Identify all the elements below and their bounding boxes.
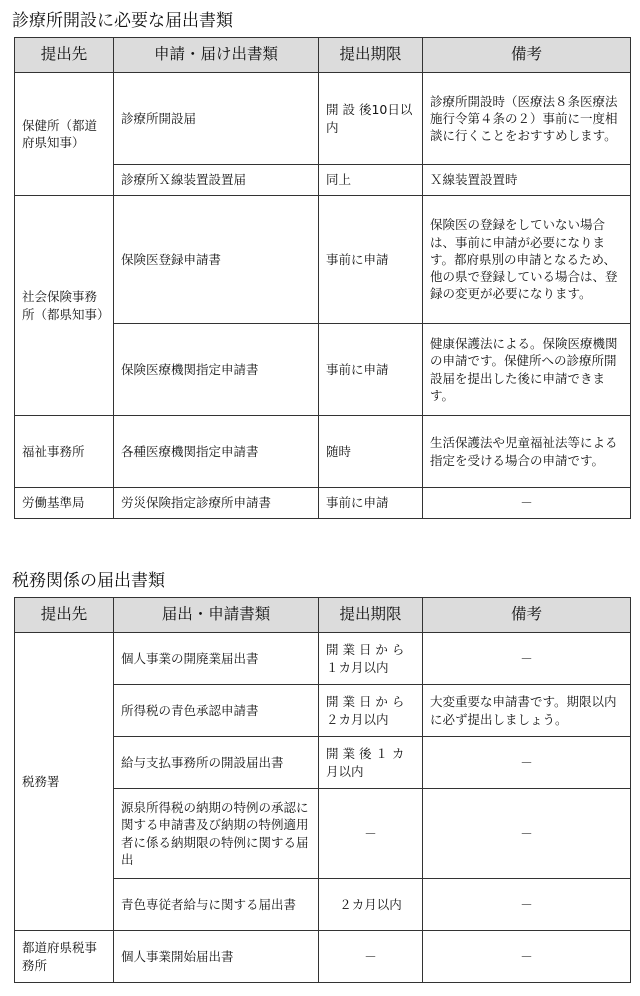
- deadline-cell: 同上: [319, 165, 423, 196]
- document-cell: 各種医療機関指定申請書: [114, 416, 319, 488]
- header-document: 申請・届け出書類: [114, 38, 319, 73]
- notes-cell: －: [423, 488, 631, 519]
- table-row: [15, 931, 631, 983]
- document-cell: 診療所開設届: [114, 73, 319, 165]
- table-row: [15, 633, 631, 685]
- document-cell: 給与支払事務所の開設届出書: [114, 737, 319, 789]
- header-destination: 提出先: [15, 598, 114, 633]
- document-cell: 所得税の青色承認申請書: [114, 685, 319, 737]
- document-cell: 個人事業開始届出書: [114, 931, 319, 983]
- header-notes: 備考: [423, 598, 631, 633]
- notes-cell: 健康保護法による。保険医療機関の申請です。保健所への診療所開設届を提出した後に申請できます。: [423, 324, 631, 416]
- deadline-cell: 事前に申請: [319, 196, 423, 324]
- header-notes: 備考: [423, 38, 631, 73]
- deadline-cell: 随時: [319, 416, 423, 488]
- header-destination: 提出先: [15, 38, 114, 73]
- table-header-row: [15, 38, 631, 73]
- notes-cell: －: [423, 931, 631, 983]
- destination-cell: 都道府県税事務所: [15, 931, 114, 983]
- deadline-cell: 開 業 日 か ら２カ月以内: [319, 685, 423, 737]
- destination-cell: 労働基準局: [15, 488, 114, 519]
- deadline-cell: 事前に申請: [319, 488, 423, 519]
- notes-cell: Ｘ線装置設置時: [423, 165, 631, 196]
- notes-cell: －: [423, 879, 631, 931]
- deadline-cell: 事前に申請: [319, 324, 423, 416]
- notes-cell: －: [423, 789, 631, 879]
- table-row: [15, 73, 631, 165]
- deadline-cell: －: [319, 931, 423, 983]
- section-title-tax-docs: 税務関係の届出書類: [12, 571, 165, 591]
- destination-cell: 保健所（都道府県知事）: [15, 73, 114, 196]
- header-deadline: 提出期限: [319, 598, 423, 633]
- document-cell: 源泉所得税の納期の特例の承認に関する申請書及び納期の特例適用者に係る納期限の特例に関する届出: [114, 789, 319, 879]
- deadline-cell: ２カ月以内: [319, 879, 423, 931]
- notes-cell: 大変重要な申請書です。期限以内に必ず提出しましょう。: [423, 685, 631, 737]
- table-header-row: [15, 598, 631, 633]
- section-title-clinic-docs: 診療所開設に必要な届出書類: [12, 11, 233, 31]
- document-cell: 保険医登録申請書: [114, 196, 319, 324]
- table-row: [15, 488, 631, 519]
- destination-cell: 福祉事務所: [15, 416, 114, 488]
- clinic-docs-table: [14, 37, 631, 519]
- header-deadline: 提出期限: [319, 38, 423, 73]
- header-document: 届出・申請書類: [114, 598, 319, 633]
- document-cell: 診療所Ｘ線装置設置届: [114, 165, 319, 196]
- notes-cell: －: [423, 633, 631, 685]
- document-cell: 労災保険指定診療所申請書: [114, 488, 319, 519]
- tax-docs-table: [14, 597, 631, 983]
- deadline-cell: 開 設 後10日以内: [319, 73, 423, 165]
- deadline-cell: 開 業 後 １ カ月以内: [319, 737, 423, 789]
- notes-cell: 生活保護法や児童福祉法等による指定を受ける場合の申請です。: [423, 416, 631, 488]
- destination-cell: 社会保険事務所（都県知事）: [15, 196, 114, 416]
- document-cell: 青色専従者給与に関する届出書: [114, 879, 319, 931]
- destination-cell: 税務署: [15, 633, 114, 931]
- deadline-cell: －: [319, 789, 423, 879]
- notes-cell: －: [423, 737, 631, 789]
- notes-cell: 保険医の登録をしていない場合は、事前に申請が必要になります。都府県別の申請となるため、他の県で登録している場合は、登録の変更が必要になります。: [423, 196, 631, 324]
- document-cell: 保険医療機関指定申請書: [114, 324, 319, 416]
- table-row: [15, 416, 631, 488]
- table-row: [15, 196, 631, 324]
- document-cell: 個人事業の開廃業届出書: [114, 633, 319, 685]
- deadline-cell: 開 業 日 か ら１カ月以内: [319, 633, 423, 685]
- notes-cell: 診療所開設時（医療法８条医療法施行令第４条の２）事前に一度相談に行くことをおすすめします。: [423, 73, 631, 165]
